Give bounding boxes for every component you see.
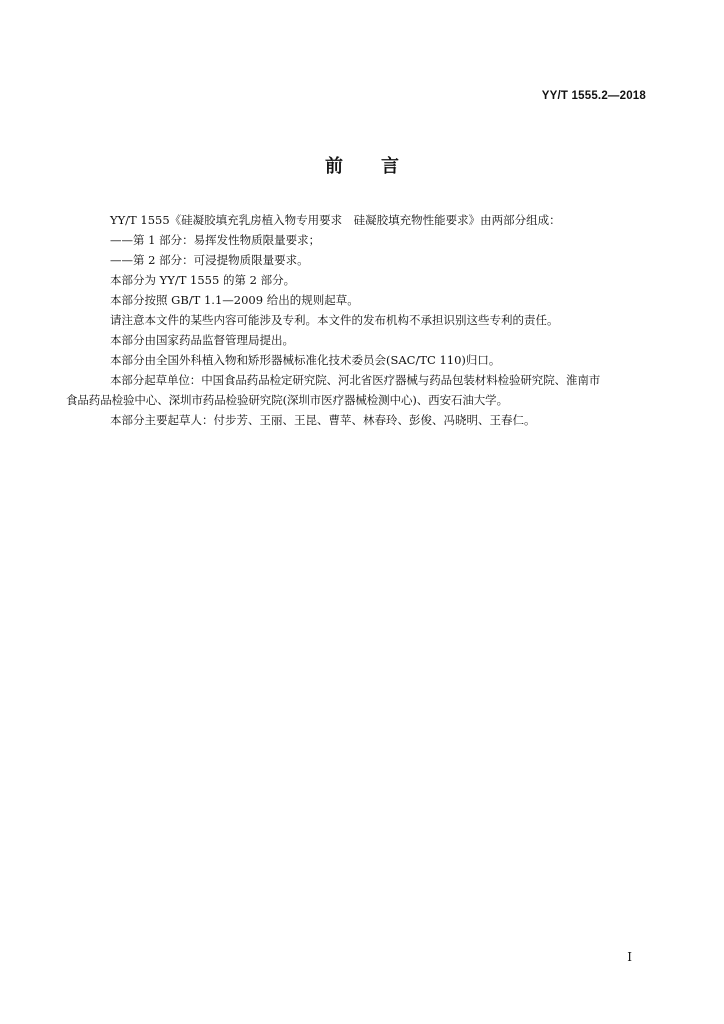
paragraph-part-2: ——第 2 部分：可浸提物质限量要求。: [110, 253, 309, 267]
page-number: I: [627, 950, 632, 964]
paragraph-committee: 本部分由全国外科植入物和矫形器械标准化技术委员会(SAC/TC 110)归口。: [110, 353, 501, 367]
paragraph-this-part: 本部分为 YY/T 1555 的第 2 部分。: [110, 273, 296, 287]
drafting-units-line-2: 食品药品检验中心、深圳市药品检验研究院(深圳市医疗器械检测中心)、西安石油大学。: [66, 393, 508, 407]
paragraph-drafting-units: [66, 370, 663, 410]
paragraph-drafters: 本部分主要起草人：付步芳、王丽、王昆、曹苹、林春玲、彭俊、冯晓明、王春仁。: [110, 413, 536, 427]
standard-code: YY/T 1555.2—2018: [541, 90, 646, 102]
paragraph-patent-notice: 请注意本文件的某些内容可能涉及专利。本文件的发布机构不承担识别这些专利的责任。: [110, 313, 559, 327]
paragraph-proposer: 本部分由国家药品监督管理局提出。: [110, 333, 294, 347]
title-char-2: 言: [381, 156, 399, 177]
title-char-1: 前: [325, 156, 343, 177]
foreword-body: [66, 210, 663, 430]
page-title: [0, 152, 724, 178]
drafting-units-line-1: 本部分起草单位：中国食品药品检定研究院、河北省医疗器械与药品包装材料检验研究院、淮南市: [110, 373, 601, 387]
paragraph-composition: YY/T 1555《硅凝胶填充乳房植入物专用要求 硅凝胶填充物性能要求》由两部分组成：: [110, 213, 561, 227]
paragraph-drafting-rules: 本部分按照 GB/T 1.1—2009 给出的规则起草。: [110, 293, 359, 307]
paragraph-part-1: ——第 1 部分：易挥发性物质限量要求；: [110, 233, 321, 247]
